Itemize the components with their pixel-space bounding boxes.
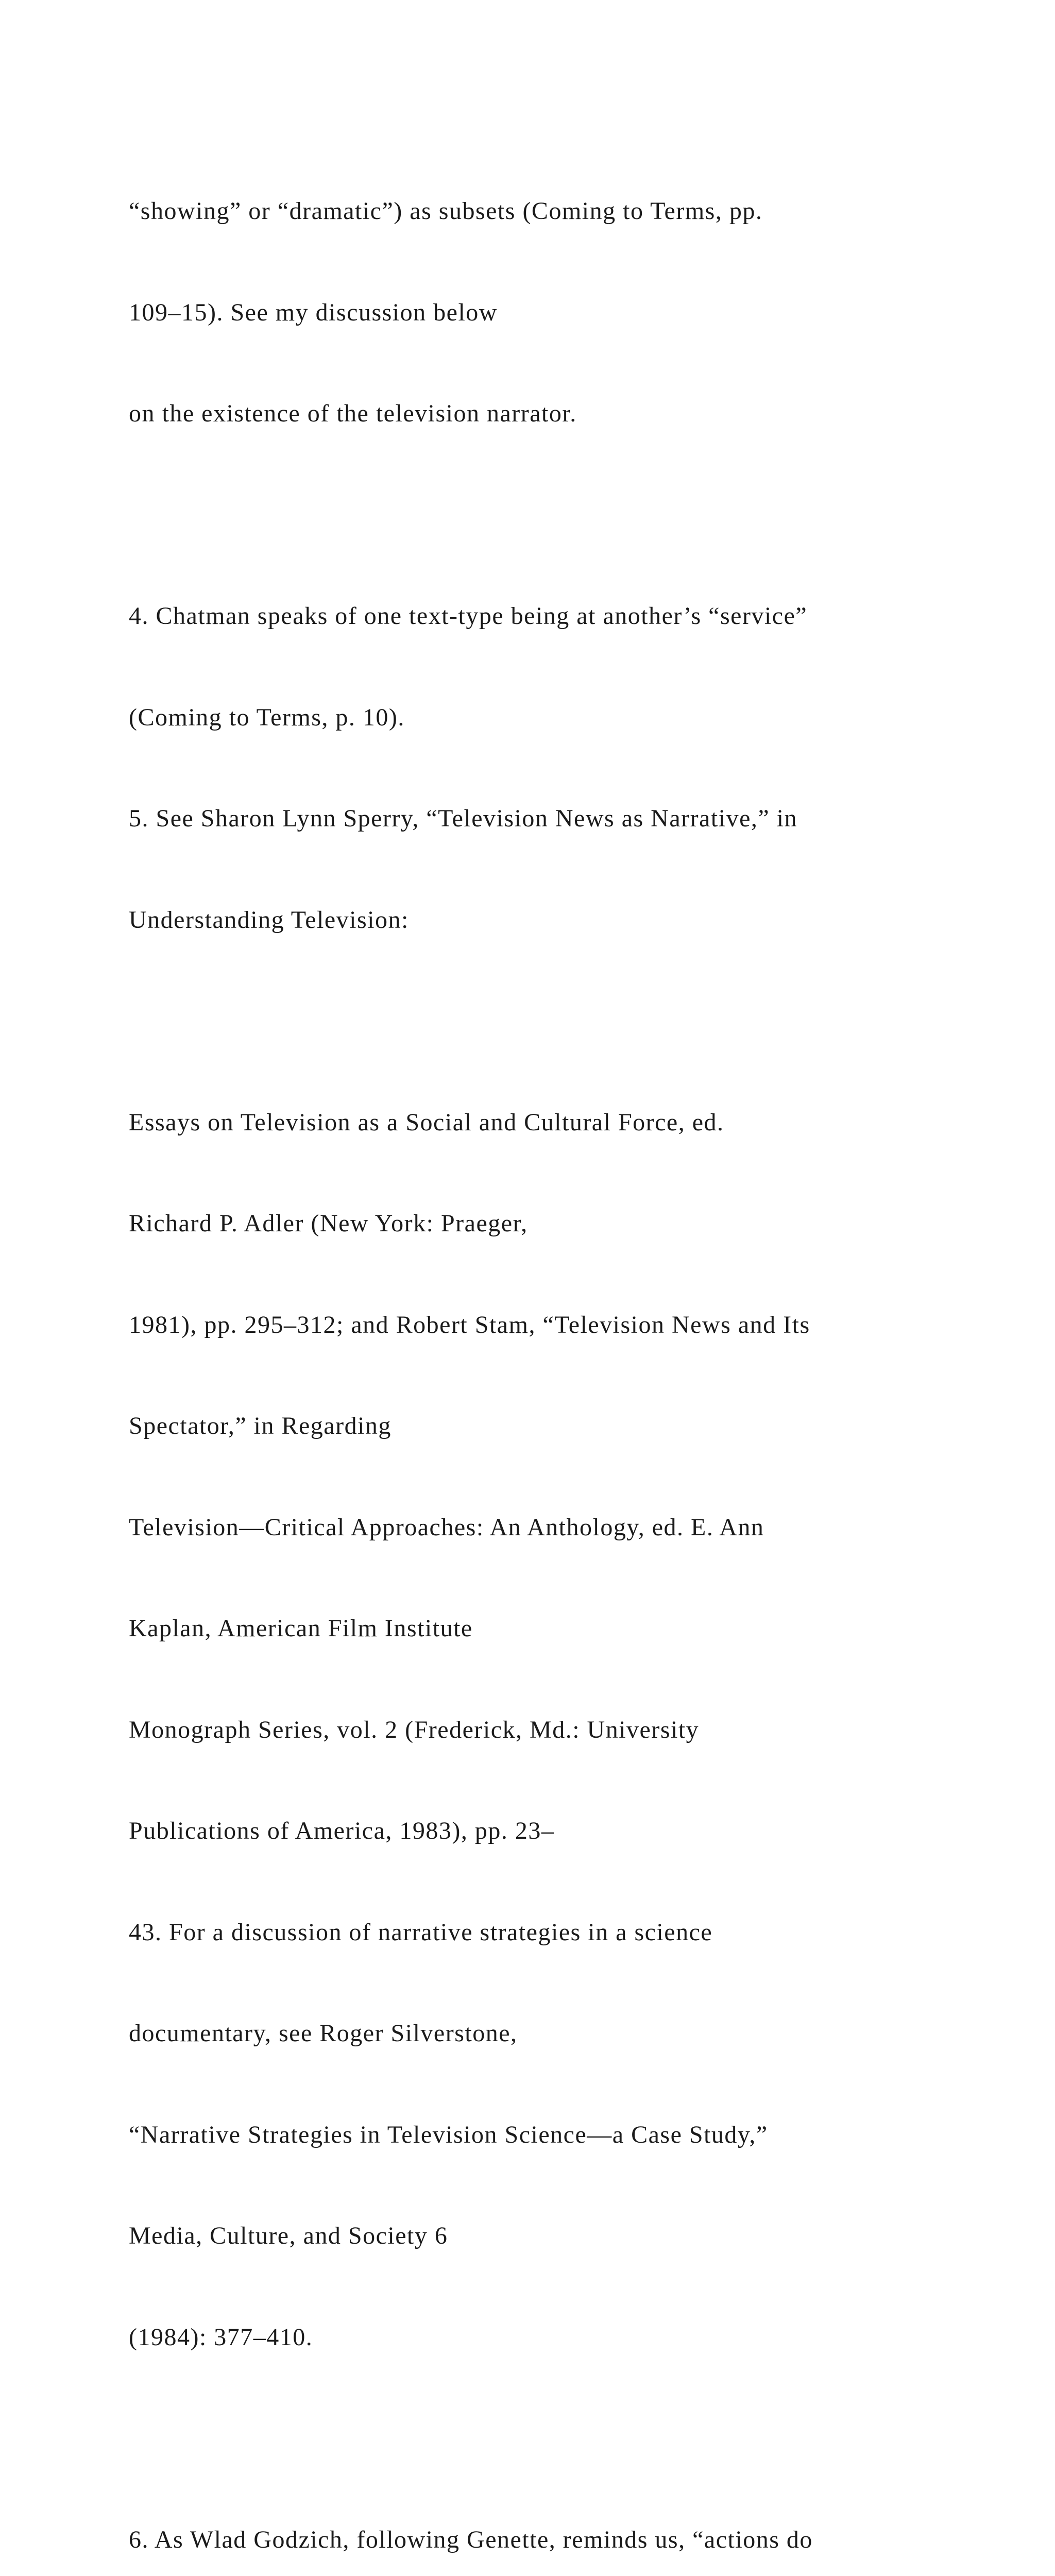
blank-line [129, 1004, 1005, 1038]
text-line: Monograph Series, vol. 2 (Frederick, Md.: University [129, 1716, 700, 1743]
text-line: Understanding Television: [129, 906, 409, 934]
text-line: Spectator,” in Regarding [129, 1412, 392, 1439]
text-line: “showing” or “dramatic”) as subsets (Coming to Terms, pp. [129, 197, 763, 225]
text-line: 6. As Wlad Godzich, following Genette, reminds us, “actions do [129, 2526, 813, 2553]
text-line: (Coming to Terms, p. 10). [129, 703, 405, 731]
text-line: Publications of America, 1983), pp. 23– [129, 1817, 555, 1844]
text-line: 4. Chatman speaks of one text-type being at another’s “service” [129, 602, 808, 630]
text-line: on the existence of the television narrator. [129, 400, 577, 427]
blank-line [129, 498, 1005, 532]
text-line: 5. See Sharon Lynn Sperry, “Television News as Narrative,” in [129, 805, 798, 832]
text-line: documentary, see Roger Silverstone, [129, 2020, 518, 2047]
blank-line [129, 2421, 1005, 2455]
text-line: (1984): 377–410. [129, 2323, 313, 2351]
text-line: Kaplan, American Film Institute [129, 1615, 473, 1642]
text-line: “Narrative Strategies in Television Science—a Case Study,” [129, 2121, 768, 2148]
text-line: 43. For a discussion of narrative strategies in a science [129, 1918, 713, 1946]
text-line: 1981), pp. 295–312; and Robert Stam, “Television News and Its [129, 1311, 810, 1338]
text-line: 109–15). See my discussion below [129, 298, 498, 326]
notes-text-block [129, 127, 1005, 2576]
text-line: Television—Critical Approaches: An Anthology, ed. E. Ann [129, 1513, 764, 1541]
text-line: Essays on Television as a Social and Cultural Force, ed. [129, 1108, 724, 1136]
text-line: Media, Culture, and Society 6 [129, 2222, 448, 2249]
text-line: Richard P. Adler (New York: Praeger, [129, 1210, 528, 1237]
